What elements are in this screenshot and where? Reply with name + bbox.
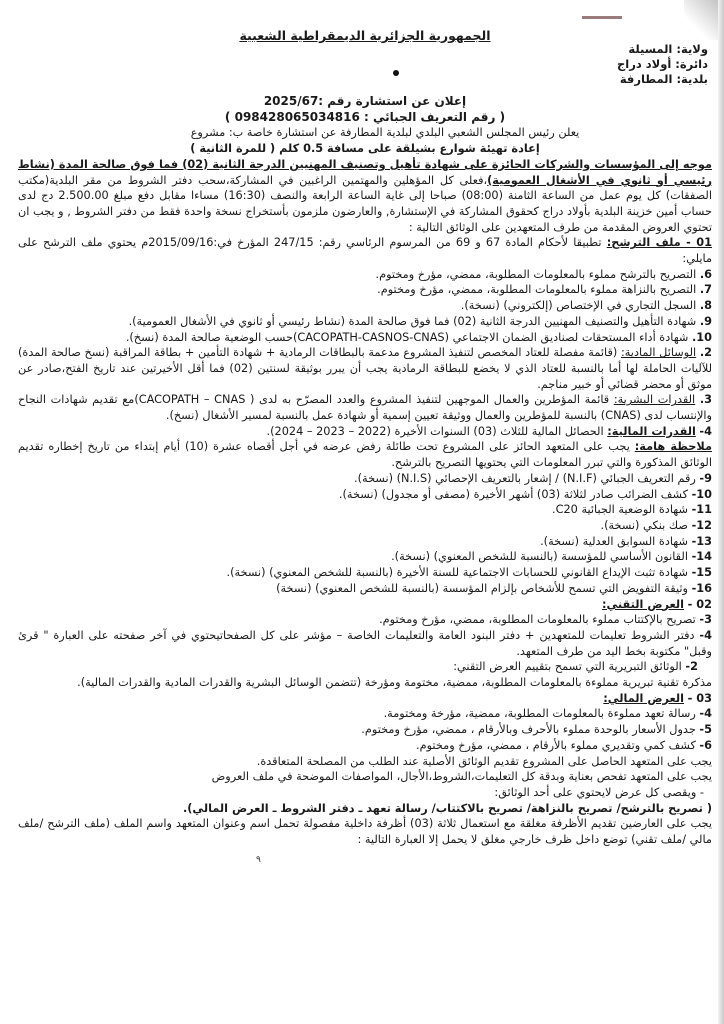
item-text: صك بنكي (نسخة). <box>600 518 688 532</box>
item-number: 7. <box>699 283 712 297</box>
list-item <box>18 581 712 597</box>
item-text: الوثائق التبريرية التي تسمح بتقييم العرض التقني: <box>453 660 682 674</box>
item-number: 4- <box>699 707 712 721</box>
item-text: دفتر الشروط تعليمات للمتعهدين + دفتر البنود العامة والتعليمات الخاصة – مؤشر على كل الصفحاتيحتوي في آخر صفحته على العبارة " قرئ وقبل" مكتوبة بخط اليد من طرف المتعهد. <box>18 628 712 658</box>
financial-label: القدرات المالية: <box>607 424 696 438</box>
item-number: 4- <box>699 424 712 438</box>
section-candidacy-heading: 01 - ملف الترشح: <box>606 236 713 250</box>
closing-envelopes: يجب على العارضين تقديم الأظرفة مغلقة مع استعمال ثلاثة (03) أظرفة داخلية مفصولة تحمل اسم وعنوان المتعهد واسم الملف (ملف الترشح /ملف مالي /ملف تقني) توضع داخل ظرف خارجي مغلق لا يحمل إلا العبارة التالية : <box>18 817 712 847</box>
item-number: 2. <box>699 346 712 360</box>
item-number: 3. <box>699 393 712 407</box>
note-text: يجب على المتعهد الحائز على المشروع تحت طائلة رفض عرضه في أجل أقصاه عشرة (10) أيام إبتداء من تاريخ إخطاره تقديم الوثائق المذكورة والتي تبرر المعلومات التي يحتويها التصريح بالترشح. <box>18 440 712 470</box>
item-number: 9- <box>699 471 712 485</box>
announcement-intro: يعلن رئيس المجلس الشعبي البلدي لبلدية المطارفة عن استشارة خاصة ب: مشروع <box>190 126 580 140</box>
closing-original-docs: يجب على المتعهد الحاصل على المشروع تقديم الوثائق الأصلية عند الطلب من المصلحة المتعاقدة. <box>256 754 712 768</box>
list-item <box>18 706 712 722</box>
page-edge-shadow <box>718 0 724 1024</box>
section-title: العرض المالي: <box>603 691 685 705</box>
announcement-title: إعلان عن استشارة رقم :2025/67 <box>263 94 467 108</box>
item-number: 11- <box>691 503 712 517</box>
list-item <box>18 612 712 628</box>
list-item <box>18 518 712 534</box>
material-label: الوسائل المادية: <box>620 346 697 360</box>
eligibility-bold: موجه إلى المؤسسات والشركات الحائزة على شهادة تأهيل وتصنيف المهنيين الدرجة الثانية (02) فما فوق صالحة المدة (نشاط رئيسي أو ثانوي في الأشغال العمومية) <box>18 157 712 187</box>
item-text: شهادة السوابق العدلية (نسخة). <box>540 534 688 548</box>
list-item <box>18 738 712 754</box>
list-item <box>18 282 712 298</box>
financial-capacity <box>18 424 712 440</box>
eligibility-rest: ،فعلى كل المؤهلين والمهتمين الراغبين في المشاركة،سحب دفتر الشروط من مقر البلدية(مكتب الصفقات) كل يوم عمل من الساعة الثامنة (08:00) صباحا إلى غاية الساعة الرابعة والنصف (16:30) مساءا مقابل دفع مبلغ 2.500.00 دج لدى حساب أمين خزينة البلدية بأولاد دراج كحقوق المشاركة في الإستشارة, والعارضون ملزمون بأستخراج نسخة واحدة فقط من دفتر الشروط , و يجب ان تحتوي العروض المقدمة من طرف المتعهدين على الوثائق التالية : <box>18 173 712 234</box>
item-number: 5- <box>699 723 712 737</box>
baladiya-label: بلدية: المطارفة <box>619 72 708 86</box>
item-number: 9. <box>699 314 712 328</box>
candidacy-list <box>18 267 712 346</box>
document-body <box>18 94 712 848</box>
list-item <box>18 722 712 738</box>
item-text: كشف الضرائب صادر لثلاثة (03) أشهر الأخيرة (مصفى أو مجدول) (نسخة). <box>338 487 688 501</box>
eligibility-paragraph <box>18 157 712 236</box>
item-text: رسالة تعهد مملوءة بالمعلومات المطلوبة، ممضية، مؤرخة ومختومة. <box>383 707 696 721</box>
item-text: شهادة تثبت الإيداع القانوني للحسابات الاجتماعية للسنة الأخيرة (بالنسبة للشخص المعنوي) (نسخة). <box>226 566 688 580</box>
financial-offer-heading <box>18 691 712 707</box>
important-note <box>18 439 712 470</box>
item-text: كشف كمي وتقديري مملوء بالأرقام ، ممضي، مؤرخ ومختوم. <box>416 738 696 752</box>
item-number: 12- <box>691 518 712 532</box>
material-means <box>18 345 712 392</box>
human-label: القدرات البشرية: <box>613 393 696 407</box>
note-label: ملاحظة هامة: <box>634 440 712 454</box>
header-rule <box>582 16 622 19</box>
item-text: وثيقة التفويض التي تسمح للأشخاص بإلزام المؤسسة (بالنسبة للشخص المعنوي) (نسخة) <box>276 581 688 595</box>
item-number: 13- <box>691 534 712 548</box>
human-capacity <box>18 392 712 423</box>
documents-list <box>18 471 712 597</box>
item-text: تصريح بالإكتتاب مملوء بالمعلومات المطلوبة، ممضي، مؤرخ ومختوم. <box>379 613 696 627</box>
item-text: جدول الأسعار بالوحدة مملوء بالأحرف وبالأرقام ، ممضي، مؤرخ ومختوم. <box>361 723 696 737</box>
section-candidacy-intro <box>18 235 712 266</box>
list-item <box>18 565 712 581</box>
human-text: قائمة المؤطرين والعمال الموجهين لتنفيذ المشروع والعدد المصرّح به لدى ( CACOPATH – CNAS)مع تقديم شهادات النجاح والإنتساب لدى (CNAS) بالنسبة للمؤطرين والعمال ووثيقة تعيين إسمية أو شهادة عمل بالنسبة لمسير الأشغال (نسخ). <box>18 393 712 423</box>
item-text: السجل التجاري في الإختصاص (إلكتروني) (نسخة). <box>460 299 697 313</box>
section-title: العرض التقني: <box>601 597 685 611</box>
section-number: 03 - <box>687 691 712 705</box>
item-number: 3- <box>699 613 712 627</box>
section-number: 02 - <box>687 597 712 611</box>
margin-mark: ٩ <box>256 855 261 865</box>
administrative-block <box>617 42 708 87</box>
item-number: 8. <box>699 299 712 313</box>
item-number: 10. <box>691 330 712 344</box>
tax-id: ( رقم التعريف الجبائي : 098428065034816 ) <box>224 109 506 124</box>
item-text: شهادة الوضعية الجبائية C20. <box>552 503 688 517</box>
technical-memo: مذكرة تقنية تبريرية مملوءة بالمعلومات المطلوبة، ممضية، مختومة ومؤرخة (تتضمن الوسائل البشرية والقدرات المادية والقدرات المالية). <box>77 676 712 690</box>
item-text: شهادة التأهيل والتصنيف المهنيين الدرجة الثانية (02) فما فوق صالحة المدة (نشاط رئيسي أو ثانوي في الأشغال العمومية). <box>128 314 697 328</box>
item-number: 15- <box>691 566 712 580</box>
wilaya-label: ولاية: المسيلة <box>628 42 708 56</box>
list-item <box>18 267 712 283</box>
item-number: 16- <box>691 581 712 595</box>
document-page <box>18 0 712 1024</box>
technical-offer-heading <box>18 597 712 613</box>
item-number: 14- <box>691 550 712 564</box>
item-text: رقم التعريف الجبائي (N.I.F) / إشعار بالتعريف الإحصائي (N.I.S) (نسخة). <box>354 471 696 485</box>
republic-title: الجمهورية الجزائرية الديمقراطية الشعبية <box>239 28 491 43</box>
item-number: 6. <box>699 267 712 281</box>
item-text: التصريح بالترشح مملوء بالمعلومات المطلوبة، ممضي، مؤرخ ومختوم. <box>375 267 697 281</box>
list-item <box>18 314 712 330</box>
closing-exclusion: - ويقصى كل عرض لايحتوي على أحد الوثائق: <box>494 785 704 799</box>
item-number: 6- <box>699 738 712 752</box>
item-number: 4- <box>699 628 712 642</box>
list-item <box>18 298 712 314</box>
list-item <box>18 549 712 565</box>
list-item <box>18 471 712 487</box>
justification-heading <box>18 659 712 675</box>
section-candidacy-text: تطبيقا لأحكام المادة 67 و 69 من المرسوم الرئاسي رقم: 247/15 المؤرخ في:2015/09/16م يحتوي ملف الترشح على مايلي: <box>18 236 712 266</box>
item-text: التصريح بالنزاهة مملوء بالمعلومات المطلوبة، ممضي، مؤرخ ومختوم. <box>377 283 697 297</box>
closing-required-docs: ( تصريح بالترشح/ تصريح بالنزاهة/ تصريح بالاكتتاب/ رسالة تعهد ـ دفتر الشروط ـ العرض المالي). <box>182 801 712 815</box>
item-number: 10- <box>691 487 712 501</box>
daira-label: دائرة: أولاد دراج <box>616 57 708 71</box>
list-item <box>18 502 712 518</box>
bullet-dot <box>393 70 399 76</box>
material-text: (قائمة مفصلة للعتاد المخصص لتنفيذ المشروع مدعمة بالبطاقات الرمادية + شهادة التأمين + بطاقة المراقبة (نسخ صالحة المدة) للآليات الحاملة لها أما بالنسبة للعتاد الذي لا يخضع للبطاقة الرمادية يجب أن يبرر بوثيقة لسنتين (02) فما أقل الأخيرتين عند تاريخ الفتح،صادر عن موثق أو محضر قضائي أو خبير مناجم. <box>18 346 713 391</box>
item-text: القانون الأساسي للمؤسسة (بالنسبة للشخص المعنوي) (نسخة). <box>391 550 688 564</box>
list-item <box>18 534 712 550</box>
list-item <box>18 330 712 346</box>
item-text: شهادة أداء المستحقات لصناديق الضمان الاجتماعي (CACOPATH-CASNOS-CNAS)حسب الوضعية صالحة المدة (نسخ). <box>125 330 689 344</box>
list-item <box>18 628 712 659</box>
list-item <box>18 487 712 503</box>
closing-examine: يجب على المتعهد تفحص بعناية وبدقة كل التعليمات،الشروط،الأجال، المواصفات الموضحة في ملف العروض <box>211 770 712 784</box>
financial-text: الحصائل المالية للثلاث (03) السنوات الأخيرة (2022 – 2023 – 2024). <box>266 424 604 438</box>
project-title: إعادة تهيئة شوارع بشيلقة على مسافة 0.5 كلم ( للمرة الثانية ) <box>190 142 540 156</box>
item-number: 2- <box>685 660 698 674</box>
